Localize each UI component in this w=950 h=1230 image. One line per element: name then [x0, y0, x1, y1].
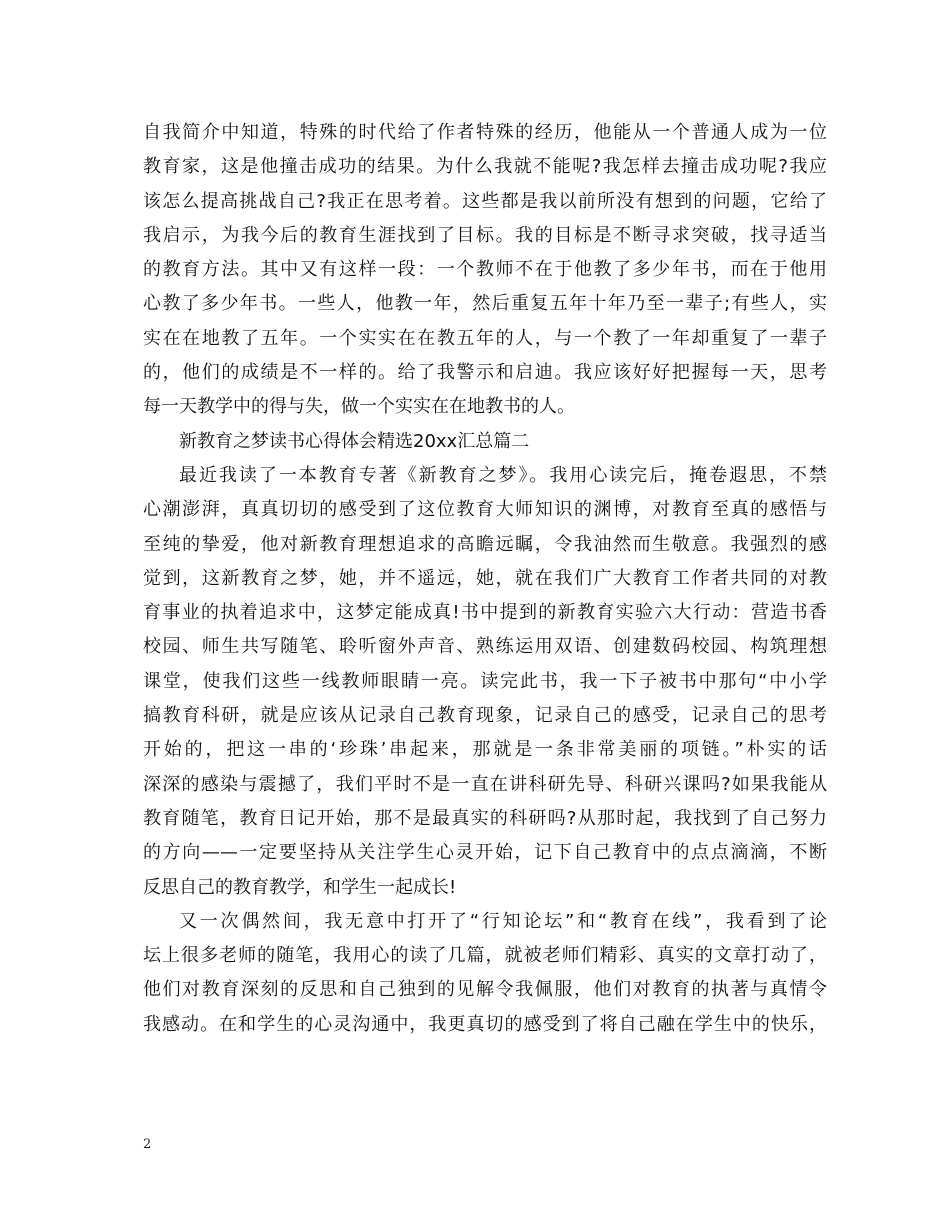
- text-line: 教育家，这是他撞击成功的结果。为什么我就不能呢?我怎样去撞击成功呢?我应: [143, 156, 827, 178]
- text-line: 搞教育科研，就是应该从记录自己教育现象，记录自己的感受，记录自己的思考: [143, 705, 827, 727]
- text-line: 我启示，为我今后的教育生涯找到了目标。我的目标是不断寻求突破，找寻适当: [143, 224, 827, 246]
- text-line: 心教了多少年书。一些人，他教一年，然后重复五年十年乃至一辈子;有些人，实: [143, 293, 827, 315]
- text-line: 的教育方法。其中又有这样一段：一个教师不在于他教了多少年书，而在于他用: [143, 259, 827, 281]
- text-line: 课堂，使我们这些一线教师眼睛一亮。读完此书，我一下子被书中那句“中小学: [143, 670, 827, 692]
- text-line: 心潮澎湃，真真切切的感受到了这位教育大师知识的渊博，对教育至真的感悟与: [143, 499, 827, 521]
- text-line: 他们对教育深刻的反思和自己独到的见解令我佩服，他们对教育的执著与真情令: [143, 979, 827, 1001]
- text-line: 坛上很多老师的随笔，我用心的读了几篇，就被老师们精彩、真实的文章打动了，: [143, 945, 827, 967]
- text-line: 觉到，这新教育之梦，她，并不遥远，她，就在我们广大教育工作者共同的对教: [143, 567, 827, 589]
- text-line: 深深的感染与震撼了，我们平时不是一直在讲科研先导、科研兴课吗?如果我能从: [143, 773, 827, 795]
- text-line: 反思自己的教育教学，和学生一起成长!: [143, 876, 457, 898]
- text-line: 校园、师生共写随笔、聆听窗外声音、熟练运用双语、创建数码校园、构筑理想: [143, 636, 827, 658]
- text-line: 育事业的执着追求中，这梦定能成真!书中提到的新教育实验六大行动：营造书香: [143, 602, 827, 624]
- body-text: [143, 116, 827, 1042]
- text-line: 自我简介中知道，特殊的时代给了作者特殊的经历，他能从一个普通人成为一位: [143, 122, 827, 143]
- text-line: 每一天教学中的得与失，做一个实实在在地教书的人。: [143, 396, 575, 418]
- text-line: 的方向——一定要坚持从关注学生心灵开始，记下自己教育中的点点滴滴，不断: [143, 842, 827, 864]
- section-heading: 新教育之梦读书心得体会精选20xx汇总篇二: [179, 430, 530, 452]
- text-line: 的，他们的成绩是不一样的。给了我警示和启迪。我应该好好把握每一天，思考: [143, 362, 827, 384]
- text-line: 实在在地教了五年。一个实实在在教五年的人，与一个教了一年却重复了一辈子: [143, 327, 827, 349]
- page-number: 2: [143, 1137, 152, 1152]
- text-line: 教育随笔，教育日记开始，那不是最真实的科研吗?从那时起，我找到了自己努力: [143, 807, 827, 829]
- text-line: 开始的，把这一串的‘珍珠’串起来，那就是一条非常美丽的项链。”朴实的话: [143, 739, 827, 761]
- text-line: 至纯的挚爱，他对新教育理想追求的高瞻远瞩，令我油然而生敬意。我强烈的感: [143, 533, 827, 555]
- text-line: 该怎么提高挑战自己?我正在思考着。这些都是我以前所没有想到的问题，它给了: [143, 190, 827, 212]
- text-line: 最近我读了一本教育专著《新教育之梦》。我用心读完后，掩卷遐思，不禁: [179, 464, 827, 486]
- text-line: 又一次偶然间，我无意中打开了“行知论坛”和“教育在线”，我看到了论: [179, 910, 827, 932]
- text-line: 我感动。在和学生的心灵沟通中，我更真切的感受到了将自己融在学生中的快乐，: [143, 1013, 827, 1035]
